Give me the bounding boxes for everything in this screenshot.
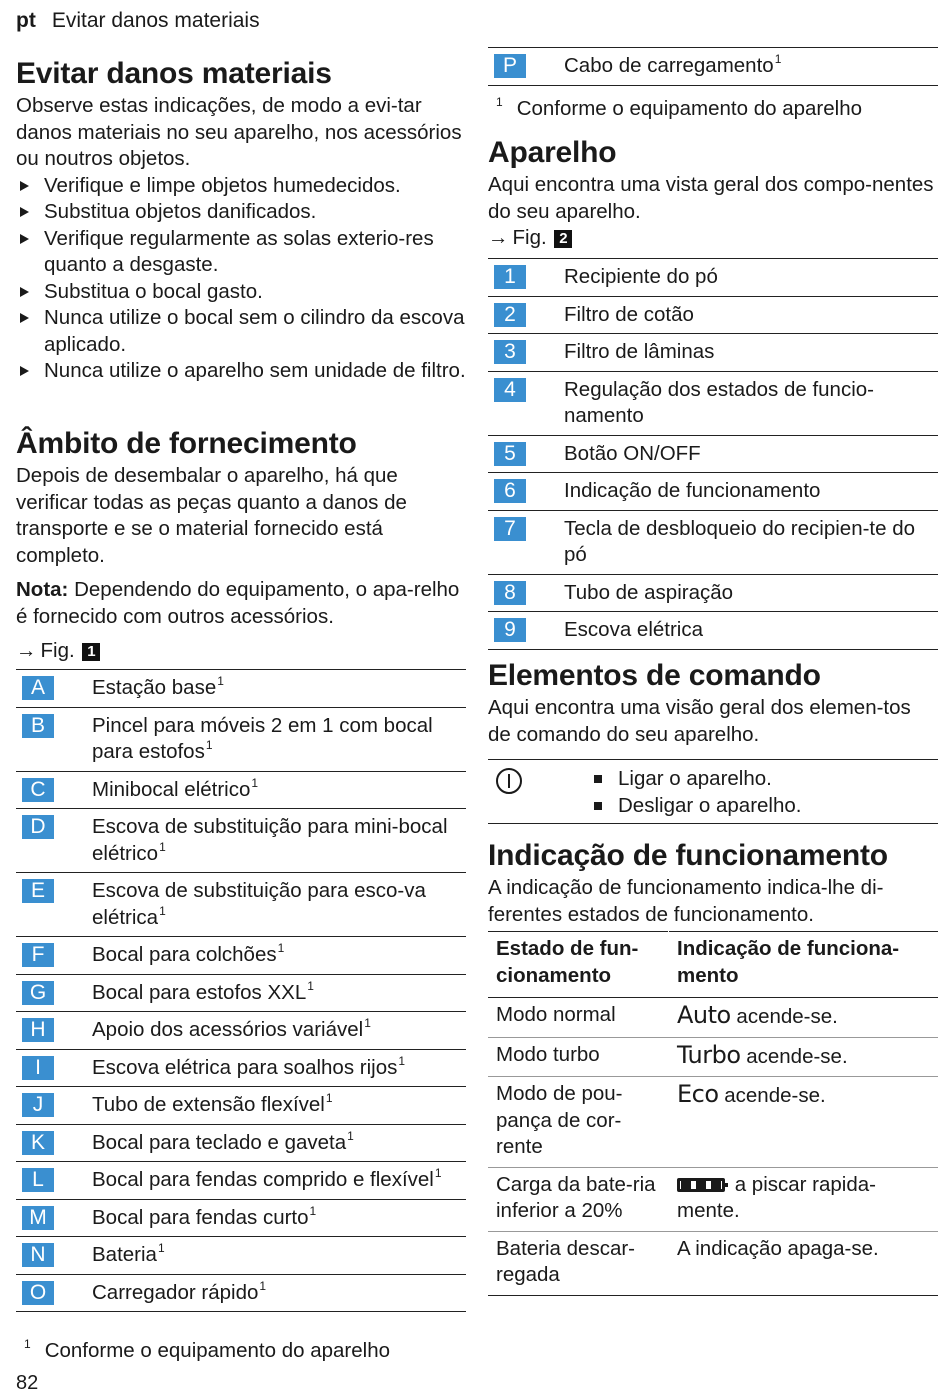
table-row (16, 1162, 466, 1200)
item-key-badge: K (22, 1131, 54, 1155)
section-title-device: Aparelho (488, 136, 617, 169)
table-row (16, 974, 466, 1012)
footnote-ref: 1 (434, 1166, 442, 1180)
list-item: Substitua o bocal gasto. (16, 279, 466, 306)
item-text: Tubo de extensão flexível (92, 1093, 325, 1116)
table-row (488, 48, 938, 86)
item-text: Carregador rápido (92, 1280, 259, 1304)
table-row (488, 259, 938, 297)
section-title-damage: Evitar danos materiais (16, 57, 332, 90)
item-key-badge: L (22, 1168, 54, 1192)
note-text: Dependendo do equipamento, o apa-relho é fornecido com outros acessórios. (16, 578, 460, 628)
note-label: Nota: (16, 578, 69, 601)
state-cell: Modo de pou-pança de cor-rente (488, 1077, 669, 1168)
damage-intro: Observe estas indicações, de modo a evi-tar danos materiais no seu aparelho, nos acessórios ou noutros objetos. (16, 94, 462, 170)
indication-cell (669, 1037, 939, 1077)
device-intro: Aqui encontra uma vista geral dos compo-nentes do seu aparelho. (488, 173, 934, 223)
column-header-indication: Indicação de funciona-mento (669, 932, 939, 998)
figure-reference-1 (16, 638, 466, 665)
footnote-text: Conforme o equipamento do aparelho (516, 97, 863, 120)
item-key-badge: 3 (494, 340, 526, 364)
section-title-indicator: Indicação de funcionamento (488, 839, 888, 872)
item-text: Bocal para estofos XXL (92, 980, 307, 1004)
footnote-ref: 1 (159, 903, 166, 918)
figure-reference-2 (488, 225, 938, 252)
item-key-badge: 7 (494, 517, 526, 541)
item-text: Minibocal elétrico (92, 777, 251, 801)
list-item: Substitua objetos danificados. (16, 199, 466, 226)
footnote-ref: 1 (277, 941, 285, 955)
footnote-text: Conforme o equipamento do aparelho (44, 1339, 391, 1362)
item-key-badge: B (22, 714, 54, 738)
item-text: Indicação de funcionamento (564, 479, 821, 502)
footnote-ref: 1 (364, 1016, 371, 1030)
table-row (488, 998, 938, 1038)
power-button-icon (496, 768, 522, 794)
footnote-mark: 1 (496, 95, 503, 109)
item-text: Filtro de cotão (564, 302, 694, 326)
fig-label: Fig. (40, 639, 75, 662)
footnote-ref: 1 (259, 1278, 267, 1293)
list-item: Nunca utilize o aparelho sem unidade de filtro. (16, 358, 466, 385)
footnote-ref: 1 (325, 1091, 333, 1105)
table-row (16, 1087, 466, 1125)
item-key-badge: 1 (494, 265, 526, 289)
item-key-badge: F (22, 943, 54, 967)
section-title-scope: Âmbito de fornecimento (16, 427, 357, 460)
accessories-table-continued (488, 47, 938, 86)
indication-text: a piscar rapida-mente. (677, 1172, 876, 1222)
item-text: Escova elétrica para soalhos rijos (92, 1055, 398, 1079)
page-number: 82 (16, 1372, 39, 1394)
item-key-badge: J (22, 1093, 54, 1117)
footnote-ref: 1 (774, 52, 782, 66)
display-text-eco: Eco (677, 1080, 719, 1108)
table-row (16, 670, 466, 708)
item-key-badge: N (22, 1243, 54, 1267)
footnote-ref: 1 (205, 738, 213, 752)
item-text: Bocal para colchões (92, 943, 277, 966)
item-text: Escova elétrica (564, 618, 704, 641)
item-text: Cabo de carregamento (564, 54, 774, 77)
footnote (488, 89, 862, 123)
item-key-badge: I (22, 1056, 54, 1080)
damage-bullet-list (16, 173, 466, 385)
table-row (488, 1167, 938, 1231)
item-text: Regulação dos estados de funcio-namento (564, 377, 874, 427)
table-row (16, 937, 466, 975)
item-key-badge: A (22, 676, 54, 700)
item-text: Botão ON/OFF (564, 441, 701, 465)
battery-icon (677, 1178, 725, 1192)
table-row (16, 1012, 466, 1050)
item-key-badge: M (22, 1206, 54, 1230)
table-row (16, 707, 466, 771)
accessories-table (16, 669, 466, 1312)
table-row (488, 510, 938, 574)
table-row (16, 873, 466, 937)
footnote-mark: 1 (24, 1337, 31, 1351)
controls-table (488, 759, 938, 824)
item-text: Bocal para fendas comprido e flexível (92, 1168, 434, 1191)
item-text: Filtro de lâminas (564, 340, 715, 363)
footnote-ref: 1 (157, 1241, 165, 1255)
components-table (488, 258, 938, 650)
table-row (16, 771, 466, 809)
state-cell: Modo turbo (488, 1037, 669, 1077)
table-row (488, 612, 938, 650)
state-cell: Bateria descar-regada (488, 1231, 669, 1295)
arrow-icon: → (16, 639, 37, 662)
table-row (488, 473, 938, 511)
list-item: Nunca utilize o bocal sem o cilindro da escova aplicado. (16, 305, 466, 358)
language-code: pt (16, 9, 36, 32)
item-text: Escova de substituição para esco-va elétrica (92, 879, 426, 929)
indicator-intro: A indicação de funcionamento indica-lhe di-ferentes estados de funcionamento. (488, 876, 884, 926)
item-key-badge: 2 (494, 303, 526, 327)
table-row (488, 1037, 938, 1077)
indication-text: acende-se. (718, 1084, 826, 1107)
table-row (488, 296, 938, 334)
state-cell: Carga da bate-ria inferior a 20% (488, 1167, 669, 1231)
item-key-badge: P (494, 54, 526, 78)
footnote-ref: 1 (347, 1128, 354, 1143)
table-row (488, 435, 938, 473)
arrow-icon: → (488, 226, 509, 249)
item-text: Recipiente do pó (564, 265, 718, 288)
item-key-badge: O (22, 1281, 54, 1305)
footnote-ref: 1 (309, 1203, 317, 1218)
item-key-badge: D (22, 815, 54, 839)
indicator-table (488, 931, 938, 1296)
table-row (488, 1231, 938, 1295)
item-text: Pincel para móveis 2 em 1 com bocal para estofos (92, 713, 433, 763)
table-row (16, 1124, 466, 1162)
item-key-badge: E (22, 879, 54, 903)
scope-intro: Depois de desembalar o aparelho, há que verificar todas as peças quanto a danos de transporte e se o material fornecido está completo. (16, 464, 407, 567)
table-row (16, 1199, 466, 1237)
state-cell: Modo normal (488, 998, 669, 1038)
display-text-auto: Auto (677, 1001, 731, 1029)
table-header-row (488, 932, 938, 998)
indication-cell: A indicação apaga-se. (669, 1231, 939, 1295)
indication-text: acende-se. (740, 1044, 848, 1068)
footnote-ref: 1 (159, 839, 166, 854)
item-key-badge: G (22, 981, 54, 1005)
item-key-badge: H (22, 1018, 54, 1042)
table-row (488, 574, 938, 612)
item-text: Bateria (92, 1243, 157, 1266)
list-item: Verifique regularmente as solas exterio-res quanto a desgaste. (16, 226, 466, 279)
table-row (16, 1237, 466, 1275)
list-item: Verifique e limpe objetos humedecidos. (16, 173, 466, 200)
item-text: Tubo de aspiração (564, 580, 734, 604)
fig-label: Fig. (512, 226, 547, 249)
item-key-badge: 8 (494, 581, 526, 605)
table-row (16, 1274, 466, 1312)
table-row (16, 809, 466, 873)
controls-intro: Aqui encontra uma visão geral dos elemen-tos de comando do seu aparelho. (488, 696, 911, 746)
item-text: Escova de substituição para mini-bocal elétrico (92, 815, 448, 865)
footnote-ref: 1 (217, 674, 224, 688)
item-text: Apoio dos acessórios variável (92, 1018, 364, 1041)
item-text: Estação base (92, 676, 217, 699)
footnote-ref: 1 (398, 1053, 406, 1068)
figure-number-badge: 1 (82, 643, 100, 661)
item-key-badge: C (22, 778, 54, 802)
item-key-badge: 6 (494, 479, 526, 503)
indication-cell (669, 1167, 939, 1231)
item-key-badge: 9 (494, 618, 526, 642)
column-header-state: Estado de fun-cionamento (488, 932, 669, 998)
controls-bullet-list (592, 766, 801, 819)
table-row (488, 371, 938, 435)
figure-number-badge: 2 (554, 230, 572, 248)
table-row (488, 334, 938, 372)
item-key-badge: 5 (494, 442, 526, 466)
page-header (16, 8, 260, 35)
list-item: Desligar o aparelho. (592, 793, 801, 820)
scope-note (16, 577, 466, 630)
indication-text: acende-se. (730, 1005, 838, 1028)
footnote (16, 1331, 390, 1365)
item-key-badge: 4 (494, 378, 526, 402)
indication-cell (669, 1077, 939, 1168)
indication-cell (669, 998, 939, 1038)
section-title-controls: Elementos de comando (488, 659, 821, 692)
display-text-turbo: Turbo (677, 1040, 741, 1069)
item-text: Tecla de desbloqueio do recipien-te do pó (564, 516, 916, 566)
table-row (16, 1049, 466, 1087)
item-text: Bocal para teclado e gaveta (92, 1130, 347, 1154)
footnote-ref: 1 (251, 775, 259, 790)
list-item: Ligar o aparelho. (592, 766, 801, 793)
item-text: Bocal para fendas curto (92, 1205, 309, 1229)
footnote-ref: 1 (307, 978, 314, 993)
table-row (488, 1077, 938, 1168)
header-title: Evitar danos materiais (51, 9, 260, 32)
